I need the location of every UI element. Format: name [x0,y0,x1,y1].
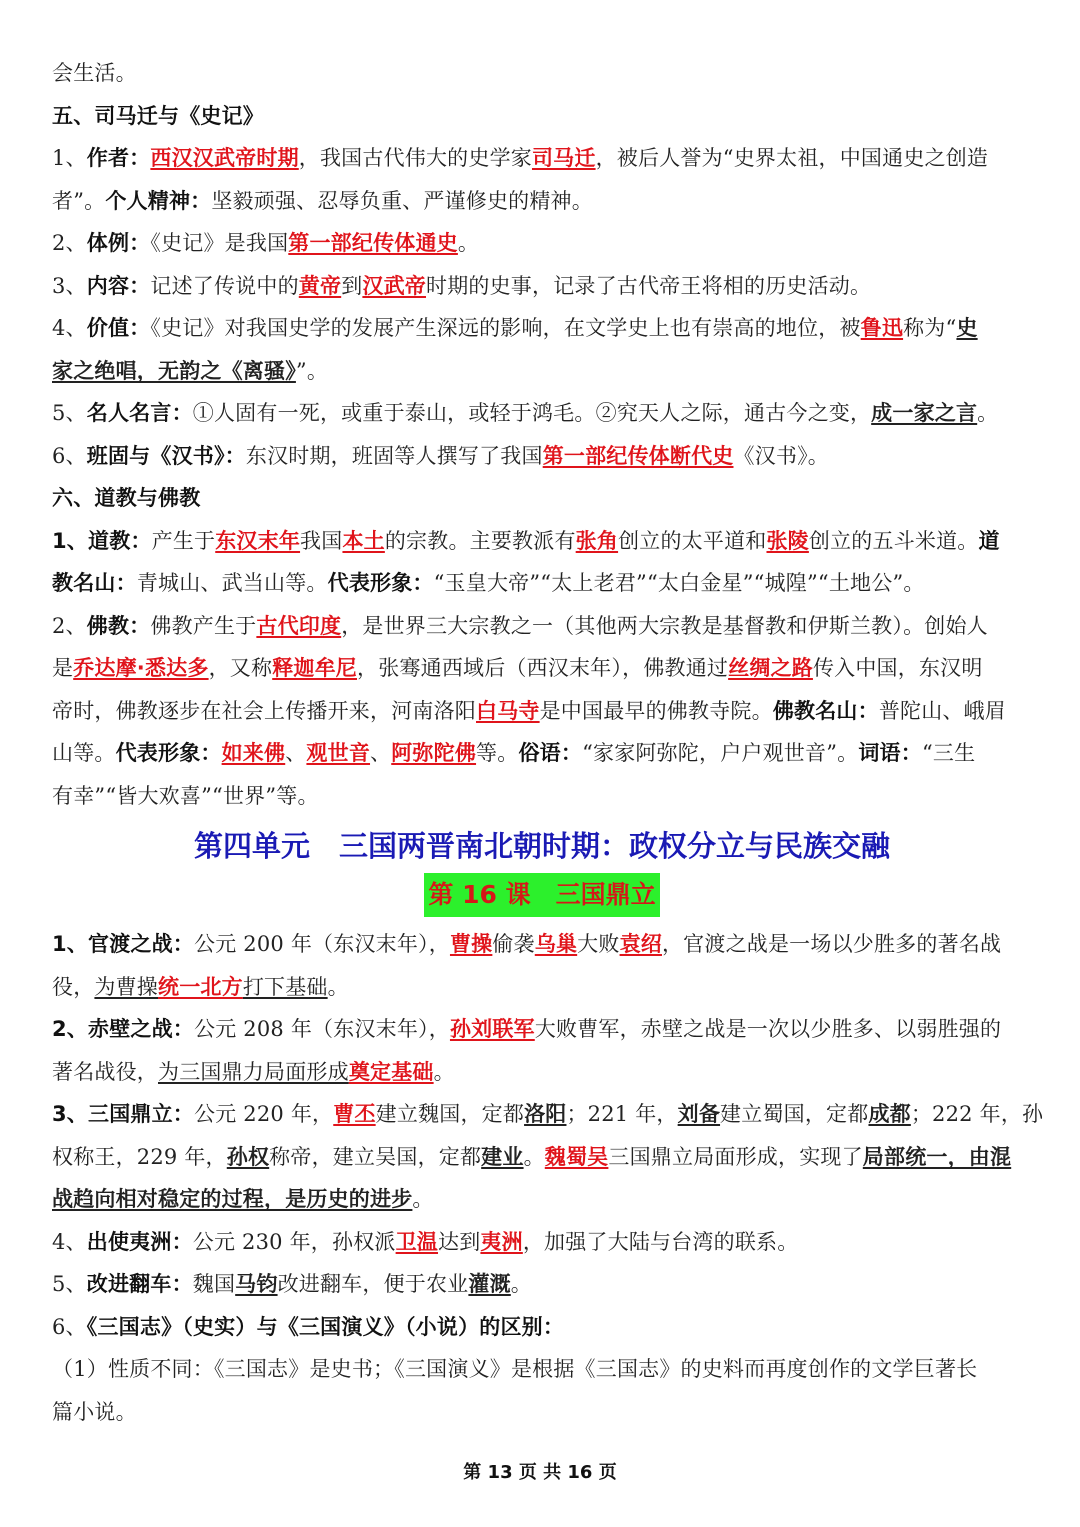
text-line: 篇小说。 [52,1399,137,1424]
text-line: 是乔达摩·悉达多，又称释迦牟尼，张骞通西域后（西汉末年），佛教通过丝绸之路传入中国，东汉明 [52,656,983,680]
lesson-title: 第 16 课 三国鼎立 [424,873,659,917]
text-line: 2、佛教：佛教产生于古代印度，是世界三大宗教之一（其他两大宗教是基督教和伊斯兰教）。创始人 [52,613,988,638]
text-line: 6、班固与《汉书》：东汉时期，班固等人撰写了我国第一部纪传体断代史《汉书》。 [52,443,829,468]
text-line: 2、体例：《史记》是我国第一部纪传体通史。 [52,231,480,255]
text-line: 3、内容：记述了传说中的黄帝到汉武帝时期的史事，记录了古代帝王将相的历史活动。 [52,273,872,298]
text-line: 3、三国鼎立：公元 220 年，曹丕建立魏国，定都洛阳；221 年，刘备建立蜀国，定都成都；222 年，孙 [52,1102,1044,1126]
text-line: 权称王，229 年，孙权称帝，建立吴国，定都建业。魏蜀吴三国鼎立局面形成，实现了局部统一，由混 [52,1144,1012,1169]
text-line: 1、官渡之战：公元 200 年（东汉末年），曹操偷袭乌巢大败袁绍，官渡之战是一场以少胜多的著名战 [52,932,1002,956]
text-line: 战趋向相对稳定的过程，是历史的进步。 [52,1187,434,1211]
lesson-title-wrap [52,873,1032,917]
text-line: 4、价值：《史记》对我国史学的发展产生深远的影响，在文学史上也有崇高的地位，被鲁迅称为“史 [52,316,978,340]
text-line: 5、名人名言：①人固有一死，或重于泰山，或轻于鸿毛。②究天人之际，通古今之变，成一家之言。 [52,401,999,425]
page-footer: 第 13 页 共 16 页 [463,1462,617,1483]
unit-title: 第四单元 三国两晋南北朝时期：政权分立与民族交融 [193,829,890,863]
text-line: 1、作者：西汉汉武帝时期，我国古代伟大的史学家司马迁，被后人誉为“史界太祖，中国通史之创造 [52,146,989,170]
text-line: 者”。个人精神：坚毅顽强、忍辱负重、严谨修史的精神。 [52,188,593,213]
text-line: 著名战役，为三国鼎力局面形成奠定基础。 [52,1059,455,1084]
text-line: 家之绝唱，无韵之《离骚》”。 [52,358,329,383]
text-line: （1）性质不同：《三国志》是史书；《三国演义》是根据《三国志》的史料而再度创作的文学巨著长 [52,1357,978,1381]
text-line: 役，为曹操统一北方打下基础。 [52,974,349,999]
text-line: 会生活。 [52,61,137,85]
text-line: 有幸”“皆大欢喜”“世界”等。 [52,783,319,808]
text-line: 4、出使夷洲：公元 230 年，孙权派卫温达到夷洲，加强了大陆与台湾的联系。 [52,1229,799,1254]
text-line: 帝时，佛教逐步在社会上传播开来，河南洛阳白马寺是中国最早的佛教寺院。佛教名山：普陀山、峨眉 [52,698,1007,723]
section-heading: 六、道教与佛教 [52,486,201,510]
text-line: 山等。代表形象：如来佛、观世音、阿弥陀佛等。俗语：“家家阿弥陀，户户观世音”。词语：“三生 [52,741,976,765]
text-line: 2、赤壁之战：公元 208 年（东汉末年），孙刘联军大败曹军，赤壁之战是一次以少胜多、以弱胜强的 [52,1017,1002,1041]
text-line: 6、《三国志》（史实）与《三国演义》（小说）的区别： [52,1314,565,1339]
text-line: 教名山：青城山、武当山等。代表形象：“玉皇大帝”“太上老君”“太白金星”“城隍”“土地公”。 [52,571,925,595]
text-line: 1、道教：产生于东汉末年我国本土的宗教。主要教派有张角创立的太平道和张陵创立的五斗米道。道 [52,528,1000,553]
text-line: 5、改进翻车：魏国马钧改进翻车，便于农业灌溉。 [52,1272,532,1296]
section-heading: 五、司马迁与《史记》 [52,103,264,128]
document-page [52,52,1044,1433]
